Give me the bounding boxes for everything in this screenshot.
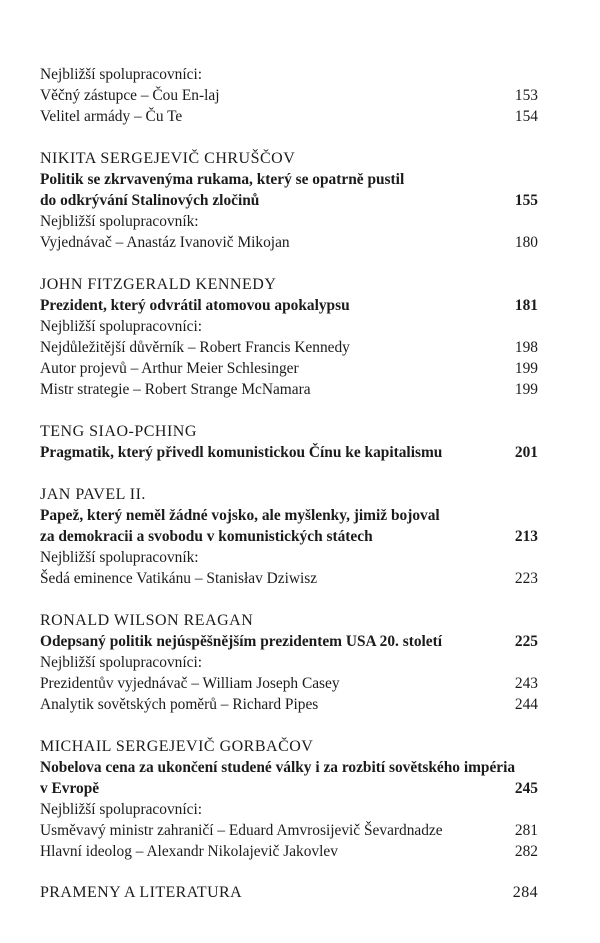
section-subtitle-line: Nobelova cena za ukončení studené války i za rozbití sovětského impéria [40,759,516,776]
sources-page: 284 [512,884,538,901]
section-subtitle-line: Politik se zkrvavenýma rukama, který se opatrně pustil [40,171,405,188]
toc-row [40,358,538,379]
section-subtitle-row [40,526,538,547]
toc-row-page: 223 [514,570,538,587]
collaborators-label: Nejbližší spolupracovníci: [40,801,202,818]
section-heading: RONALD WILSON REAGAN [40,612,254,629]
section-subtitle-line: Prezident, který odvrátil atomovou apokalypsu [40,297,350,314]
section-heading: TENG SIAO-PCHING [40,423,197,440]
toc-row-title: Nejdůležitější důvěrník – Robert Francis Kennedy [40,339,350,356]
toc-row [40,232,538,253]
section-subtitle-row [40,778,538,799]
toc-row-page: 153 [514,87,538,104]
section-heading: NIKITA SERGEJEVIČ CHRUŠČOV [40,150,296,167]
toc-row-title: Šedá eminence Vatikánu – Stanisłav Dziwisz [40,570,318,587]
section-subtitle-page: 225 [514,633,538,650]
section-subtitle-page: 155 [514,192,538,209]
toc-row-title: Věčný zástupce – Čou En-laj [40,87,220,104]
collaborators-label: Nejbližší spolupracovníci: [40,654,202,671]
section-subtitle-line: do odkrývání Stalinových zločinů [40,192,260,209]
toc-row-page: 281 [514,822,538,839]
collaborators-label: Nejbližší spolupracovníci: [40,318,202,335]
section-subtitle-page: 181 [514,297,538,314]
toc-row-page: 180 [514,234,538,251]
toc-row-page: 244 [514,696,538,713]
toc-row-title: Autor projevů – Arthur Meier Schlesinger [40,360,299,377]
section-subtitle-line: za demokracii a svobodu v komunistických státech [40,528,373,545]
toc-row-page: 199 [514,381,538,398]
toc-row [40,568,538,589]
toc-row [40,106,538,127]
section-subtitle-line: Pragmatik, který přivedl komunistickou Čínu ke kapitalismu [40,444,443,461]
toc-row [40,337,538,358]
section-heading: JOHN FITZGERALD KENNEDY [40,276,277,293]
toc-row-title: Usměvavý ministr zahraničí – Eduard Amvrosijevič Ševardnadze [40,822,443,839]
section-subtitle-row [40,295,538,316]
section-subtitle-row [40,442,538,463]
section-subtitle-row [40,631,538,652]
section-subtitle-line: Papež, který neměl žádné vojsko, ale myšlenky, jimiž bojoval [40,507,440,524]
toc-row [40,673,538,694]
toc-row-title: Mistr strategie – Robert Strange McNamara [40,381,311,398]
toc-row-title: Prezidentův vyjednávač – William Joseph Casey [40,675,340,692]
section-gorbacov [40,736,538,862]
table-of-contents [40,64,538,903]
toc-row-title: Vyjednávač – Anastáz Ivanovič Mikojan [40,234,290,251]
section-heading: JAN PAVEL II. [40,486,146,503]
section-jan-pavel [40,484,538,589]
sources-entry [40,882,538,903]
section-subtitle-line: v Evropě [40,780,100,797]
toc-row-title: Analytik sovětských poměrů – Richard Pipes [40,696,319,713]
section-teng [40,421,538,463]
toc-row-page: 199 [514,360,538,377]
section-subtitle-line: Odepsaný politik nejúspěšnějším prezidentem USA 20. století [40,633,443,650]
collaborators-label: Nejbližší spolupracovník: [40,549,199,566]
section-intro [40,64,538,127]
section-kennedy [40,274,538,400]
toc-row-page: 198 [514,339,538,356]
toc-row [40,694,538,715]
collaborators-label: Nejbližší spolupracovníci: [40,66,202,83]
toc-row-title: Hlavní ideolog – Alexandr Nikolajevič Jakovlev [40,843,338,860]
section-subtitle-page: 245 [514,780,538,797]
sources-title: PRAMENY A LITERATURA [40,884,243,901]
section-chruscov [40,148,538,253]
section-reagan [40,610,538,715]
section-subtitle-page: 213 [514,528,538,545]
section-subtitle-row [40,190,538,211]
toc-row [40,820,538,841]
toc-row-page: 282 [514,843,538,860]
toc-row-page: 154 [514,108,538,125]
toc-row [40,841,538,862]
toc-row [40,85,538,106]
section-heading: MICHAIL SERGEJEVIČ GORBAČOV [40,738,314,755]
toc-row [40,379,538,400]
section-subtitle-page: 201 [514,444,538,461]
toc-row-title: Velitel armády – Ču Te [40,108,183,125]
toc-row-page: 243 [514,675,538,692]
collaborators-label: Nejbližší spolupracovník: [40,213,199,230]
